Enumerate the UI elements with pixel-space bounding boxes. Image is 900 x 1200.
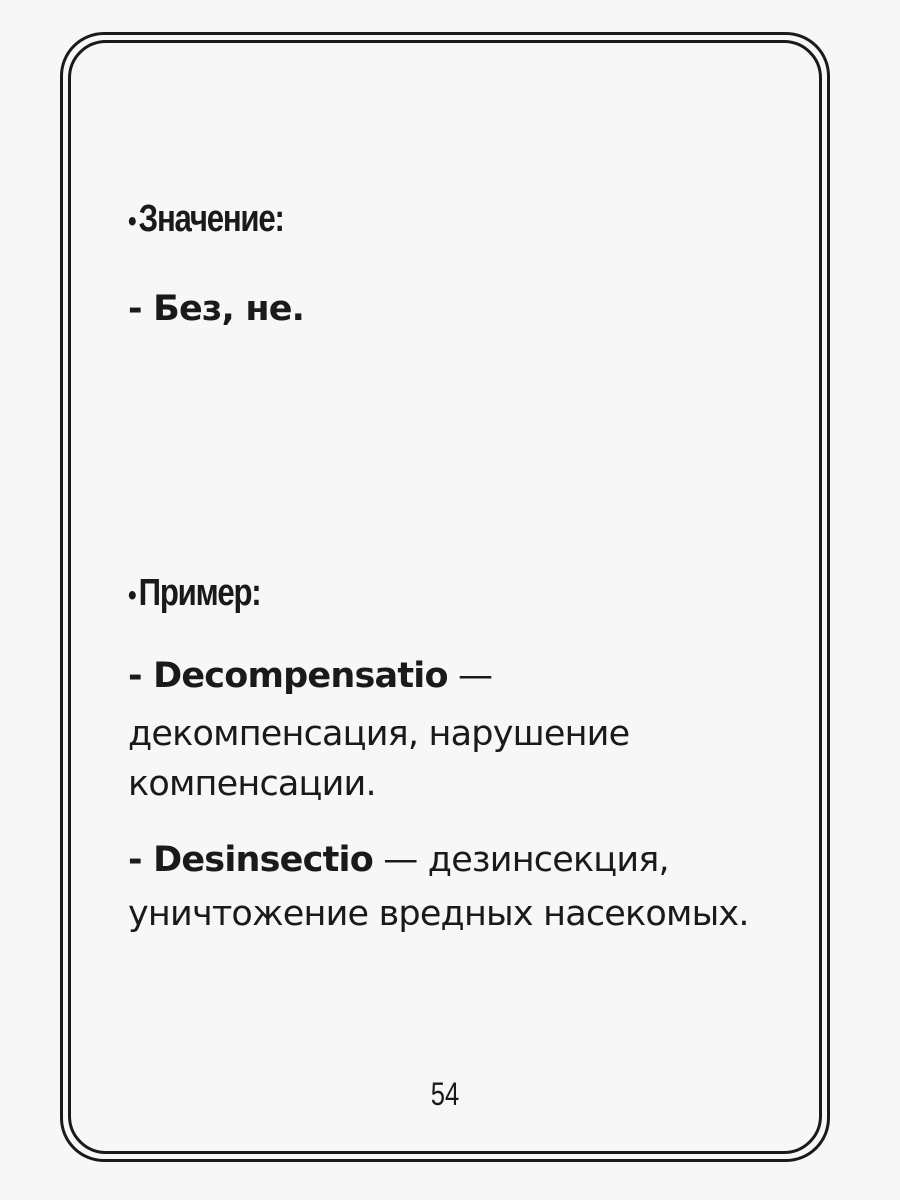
example-2-term-line [128, 840, 669, 880]
meaning-heading-text: Значение: [138, 198, 284, 240]
example-2-translation-start: — дезинсекция, [372, 840, 669, 880]
example-2-translation-line: уничтожение вредных насекомых. [128, 894, 749, 934]
example-1-translation-line-1: декомпенсация, нарушение [128, 714, 630, 754]
example-1-term-line [128, 656, 493, 696]
example-heading [128, 572, 260, 615]
meaning-heading [128, 198, 284, 241]
page-number: 54 [430, 1076, 460, 1112]
example-1-dash: — [447, 656, 493, 696]
example-1-translation-line-2: компенсации. [128, 764, 376, 804]
bullet-icon: • [128, 205, 136, 238]
bullet-icon: • [128, 579, 136, 612]
meaning-value: - Без, не. [128, 289, 305, 329]
example-1-term: - Decompensatio [128, 656, 448, 696]
example-heading-text: Пример: [138, 572, 261, 614]
meaning-text [128, 289, 305, 329]
example-2-term: - Desinsectio [128, 840, 373, 880]
